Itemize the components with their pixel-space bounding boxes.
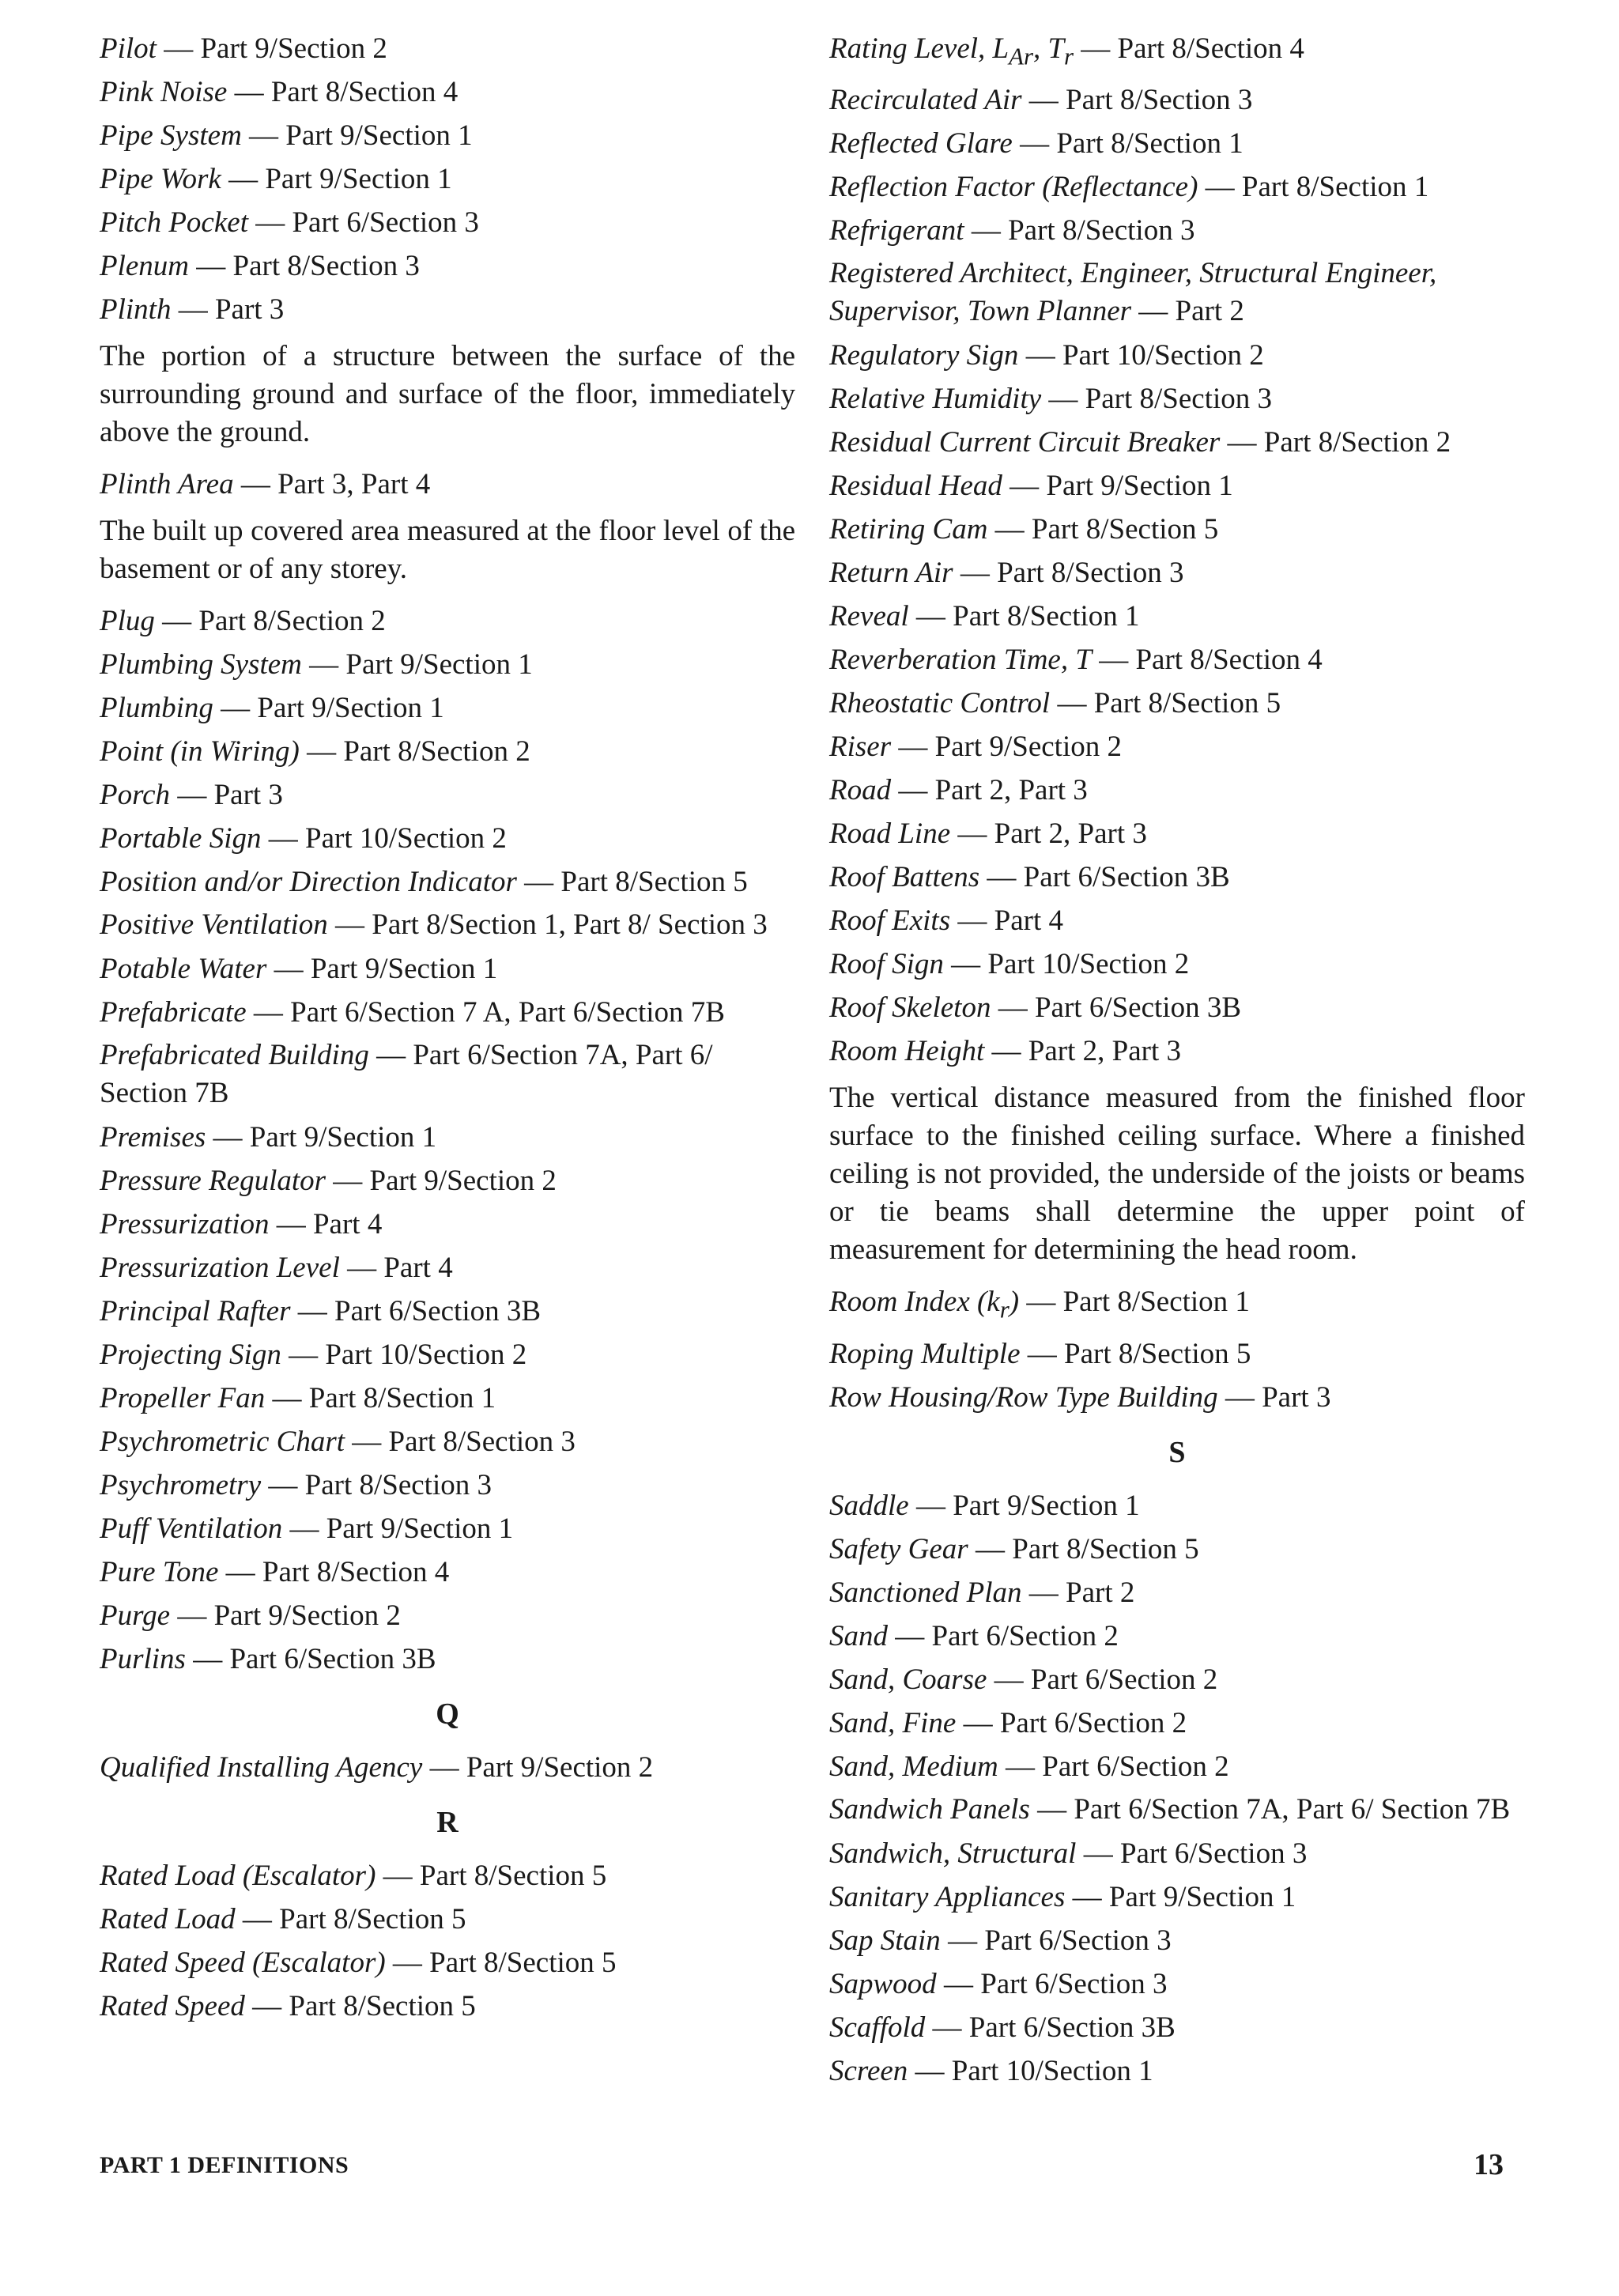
entry-term: Roping Multiple: [829, 1337, 1021, 1370]
entry-reference: — Part 10/Section 2: [943, 948, 1190, 981]
index-entry: [829, 1332, 1525, 1376]
entry-reference: — Part 6/Section 2: [998, 1750, 1229, 1783]
index-entry: [100, 70, 795, 114]
entry-term: Roof Skeleton: [829, 991, 991, 1025]
index-entry: [829, 986, 1525, 1029]
entry-reference: — Part 6/Section 3: [1076, 1837, 1308, 1870]
entry-reference: — Part 10/Section 2: [261, 822, 507, 855]
entry-term: Relative Humidity: [829, 383, 1042, 416]
index-entry: [100, 599, 795, 643]
index-entry: [100, 1420, 795, 1463]
term-subscript: Ar: [1009, 43, 1033, 70]
index-entry: [829, 812, 1525, 855]
index-entry: [100, 773, 795, 817]
entry-reference: — Part 6/Section 2: [888, 1619, 1119, 1652]
entry-reference: — Part 6/Section 3B: [185, 1643, 436, 1675]
index-entry: [100, 1463, 795, 1507]
index-entry: [100, 730, 795, 773]
index-entry: [829, 1280, 1525, 1331]
entry-term: Road Line: [829, 818, 951, 851]
index-entry: [100, 686, 795, 730]
entry-term: Recirculated Air: [829, 84, 1022, 117]
index-entry: [100, 1333, 795, 1376]
entry-term: Psychrometry: [100, 1469, 262, 1501]
entry-reference: — Part 3, Part 4: [233, 468, 431, 500]
entry-reference: — Part 8/Section 5: [376, 1860, 607, 1892]
entry-term: Plug: [100, 605, 155, 637]
entry-reference: — Part 10/Section 2: [281, 1339, 527, 1371]
entry-term: Porch: [100, 779, 171, 811]
index-entry: [100, 1550, 795, 1594]
entry-reference: — Part 9/Section 1: [301, 648, 533, 681]
entry-reference: — Part 8/Section 3: [345, 1426, 576, 1458]
entry-term: Rated Speed (Escalator): [100, 1947, 386, 1979]
entry-term: Point (in Wiring): [100, 735, 300, 768]
entry-term: Psychrometric Chart: [100, 1426, 345, 1458]
index-entry: [829, 942, 1525, 986]
entry-reference: — Part 8/Section 2: [299, 735, 530, 768]
entry-reference: — Part 2, Part 3: [891, 774, 1088, 807]
entry-term: Sand: [829, 1619, 888, 1652]
entry-term: Screen: [829, 2054, 908, 2087]
entry-reference: — Part 6/Section 3B: [979, 861, 1230, 894]
entry-term: Reflected Glare: [829, 127, 1013, 160]
entry-reference: — Part 8/Section 5: [516, 866, 748, 898]
term-subscript: r: [1064, 43, 1074, 70]
entry-reference: — Part 8/Section 3: [261, 1469, 492, 1501]
index-entry: [829, 1832, 1525, 1875]
entry-reference: — Part 4: [269, 1208, 383, 1241]
index-entry: [829, 421, 1525, 464]
entry-term: Purge: [100, 1599, 171, 1632]
index-entry: [100, 1116, 795, 1159]
index-entry: [100, 244, 795, 288]
entry-term: Pipe System: [100, 119, 242, 152]
footer-section-label: PART 1 DEFINITIONS: [100, 2152, 349, 2178]
index-entry: [100, 1376, 795, 1420]
entry-term: Return Air: [829, 557, 953, 590]
entry-reference: — Part 9/Section 1: [213, 692, 444, 724]
entry-term: Pilot: [100, 32, 157, 65]
entry-reference: — Part 6/Section 7A, Part 6/ Section 7B: [100, 1039, 713, 1109]
entry-reference: — Part 8/Section 1, Part 8/ Section 3: [327, 908, 768, 941]
index-entry: [100, 991, 795, 1034]
entry-term: Pink Noise: [100, 76, 228, 108]
entry-reference: — Part 9/Section 2: [170, 1599, 401, 1632]
entry-term: Reveal: [829, 600, 909, 633]
entry-term: Saddle: [829, 1489, 909, 1522]
index-entry: [829, 2006, 1525, 2049]
entry-reference: — Part 9/Section 1: [241, 119, 473, 152]
entry-term: Sanctioned Plan: [829, 1576, 1022, 1609]
entry-term: Plumbing: [100, 692, 213, 724]
entry-term: Sand, Fine: [829, 1706, 957, 1739]
index-entry: [829, 209, 1525, 252]
index-entry: [829, 78, 1525, 122]
index-entry: [829, 682, 1525, 725]
entry-term: Roof Exits: [829, 904, 951, 938]
entry-reference: — Part 8/Section 4: [1091, 644, 1323, 677]
index-entry: [829, 1701, 1525, 1745]
entry-term: Propeller Fan: [100, 1382, 266, 1414]
letter-heading: Q: [436, 1697, 459, 1731]
entry-reference: — Part 9/Section 1: [266, 953, 498, 985]
entry-reference: — Part 8/Section 1: [265, 1382, 496, 1414]
entry-definition: The built up covered area measured at the floor level of the basement or of any storey.: [100, 515, 795, 585]
index-entry: [829, 768, 1525, 812]
entry-term: Rheostatic Control: [829, 687, 1051, 720]
entry-reference: — Part 4: [339, 1252, 453, 1284]
entry-term: Room Height: [829, 1035, 985, 1068]
index-entry: [829, 1484, 1525, 1528]
index-entry: [829, 1376, 1525, 1419]
entry-reference: — Part 8/Section 3: [964, 214, 1195, 247]
index-entry: [829, 1528, 1525, 1571]
entry-reference: — Part 3: [170, 779, 283, 811]
entry-reference: — Part 9/Section 2: [422, 1751, 654, 1784]
entry-term: Portable Sign: [100, 822, 262, 855]
entry-reference: — Part 6/Section 2: [956, 1706, 1187, 1739]
index-entry: [829, 725, 1525, 768]
entry-term: Rating Level, L: [829, 32, 1010, 65]
entry-reference: — Part 3: [1217, 1380, 1331, 1414]
entry-reference: — Part 8/Section 5: [1050, 687, 1281, 720]
entry-term: Plumbing System: [100, 648, 302, 681]
entry-term-continued: ): [1009, 1286, 1020, 1319]
entry-term: Rated Load (Escalator): [100, 1860, 376, 1892]
entry-reference: — Part 8/Section 4: [227, 76, 459, 108]
index-entry: [100, 906, 795, 944]
entry-term: Roof Sign: [829, 948, 944, 981]
entry-term: Principal Rafter: [100, 1295, 291, 1327]
index-entry: [829, 1614, 1525, 1658]
entry-term: Rated Load: [100, 1903, 236, 1935]
index-entry: [829, 1571, 1525, 1614]
entry-term: Residual Current Circuit Breaker: [829, 426, 1221, 459]
index-entry: [829, 1658, 1525, 1701]
entry-term: Registered Architect, Engineer, Structural Engineer, Supervisor, Town Planner: [829, 257, 1437, 328]
entry-reference: — Part 8/Section 2: [154, 605, 386, 637]
entry-term: Room Index (k: [829, 1286, 1000, 1319]
entry-term: Pure Tone: [100, 1556, 219, 1588]
entry-term: Positive Ventilation: [100, 908, 328, 941]
entry-term: Premises: [100, 1121, 206, 1154]
entry-reference: — Part 8/Section 5: [385, 1947, 617, 1979]
index-entry: [829, 1745, 1525, 1788]
entry-term: Refrigerant: [829, 214, 964, 247]
entry-reference: — Part 8/Section 3: [1021, 84, 1253, 117]
entry-term: Pressure Regulator: [100, 1165, 326, 1197]
entry-reference: — Part 8/Section 5: [235, 1903, 466, 1935]
entry-reference: — Part 9/Section 2: [156, 32, 387, 65]
page-number: 13: [1474, 2148, 1504, 2181]
index-entry: [829, 508, 1525, 551]
entry-term: Scaffold: [829, 2011, 926, 2044]
index-entry: [829, 595, 1525, 638]
entry-term: Sand, Medium: [829, 1750, 998, 1783]
index-entry: [829, 2049, 1525, 2093]
entry-term: Sapwood: [829, 1967, 937, 2000]
entry-reference: — Part 8/Section 5: [244, 1990, 476, 2022]
index-entry: [100, 1290, 795, 1333]
index-entry: [100, 1594, 795, 1637]
entry-term: Rated Speed: [100, 1990, 245, 2022]
entry-reference: — Part 10/Section 1: [908, 2054, 1153, 2087]
entry-term: Plenum: [100, 250, 190, 282]
index-entry: [100, 1159, 795, 1203]
index-entry: [829, 1029, 1525, 1073]
entry-reference: — Part 8/Section 1: [1012, 127, 1243, 160]
entry-term: Row Housing/Row Type Building: [829, 1380, 1218, 1414]
entry-reference: — Part 2: [1021, 1576, 1135, 1609]
entry-reference: — Part 8/Section 1: [1198, 171, 1429, 204]
index-entry: [829, 1875, 1525, 1919]
index-entry: [829, 899, 1525, 942]
entry-reference: — Part 9/Section 2: [326, 1165, 557, 1197]
entry-reference: — Part 9/Section 2: [891, 731, 1122, 764]
entry-term: Sandwich Panels: [829, 1792, 1030, 1826]
entry-reference: — Part 8/Section 1: [908, 600, 1140, 633]
index-entry: [829, 1962, 1525, 2006]
entry-reference: — Part 3: [171, 293, 285, 326]
entry-reference: — Part 6/Section 2: [987, 1663, 1218, 1696]
index-entry: [100, 27, 795, 70]
entry-term: Retiring Cam: [829, 513, 988, 546]
entry-term: Reverberation Time, T: [829, 644, 1092, 677]
entry-term: Residual Head: [829, 470, 1002, 503]
entry-reference: — Part 10/Section 2: [1018, 339, 1264, 372]
entry-term: Puff Ventilation: [100, 1512, 283, 1545]
index-entry: [100, 1898, 795, 1941]
index-entry: [829, 1791, 1525, 1829]
index-entry: [829, 1919, 1525, 1962]
entry-reference: — Part 8/Section 5: [968, 1532, 1199, 1565]
entry-term: Road: [829, 774, 892, 807]
index-entry: [100, 1203, 795, 1246]
letter-heading: S: [1168, 1435, 1186, 1469]
entry-reference: — Part 9/Section 1: [1002, 470, 1233, 503]
index-entry: [100, 463, 795, 506]
entry-term: Sandwich, Structural: [829, 1837, 1077, 1870]
index-entry: [100, 288, 795, 331]
entry-reference: — Part 8/Section 3: [1041, 383, 1273, 416]
entry-term: Riser: [829, 731, 892, 764]
entry-term: Pipe Work: [100, 163, 221, 195]
entry-reference: — Part 2: [1131, 295, 1244, 328]
entry-reference: — Part 6/Section 3: [936, 1967, 1168, 2000]
entry-term: Projecting Sign: [100, 1339, 281, 1371]
index-entry: [100, 157, 795, 201]
term-subscript: r: [999, 1296, 1010, 1324]
entry-reference: — Part 6/Section 7A, Part 6/ Section 7B: [1029, 1792, 1511, 1826]
entry-definition: The portion of a structure between the surface of the surrounding ground and surface of the floor, immediately above the ground.: [100, 340, 795, 448]
index-entry: [100, 947, 795, 991]
index-entry: [100, 1854, 795, 1898]
index-entry: [829, 551, 1525, 595]
entry-term: Qualified Installing Agency: [100, 1751, 423, 1784]
index-entry: [829, 165, 1525, 209]
index-entry: [100, 817, 795, 860]
index-entry: [100, 1941, 795, 1984]
index-entry: [100, 1246, 795, 1290]
entry-reference: — Part 8/Section 4: [218, 1556, 450, 1588]
entry-reference: — Part 8/Section 3: [189, 250, 420, 282]
index-entry: [100, 1507, 795, 1550]
entry-term: Purlins: [100, 1643, 186, 1675]
index-entry: [829, 638, 1525, 682]
entry-reference: — Part 9/Section 1: [206, 1121, 437, 1154]
index-entry: [829, 27, 1525, 78]
entry-reference: — Part 9/Section 1: [1065, 1880, 1296, 1913]
entry-term: Roof Battens: [829, 861, 980, 894]
entry-term: Prefabricated Building: [100, 1039, 369, 1071]
index-entry: [100, 1984, 795, 2028]
index-entry: [100, 1637, 795, 1681]
right-column: [829, 27, 1525, 2093]
entry-reference: — Part 2, Part 3: [984, 1035, 1181, 1068]
entry-reference: — Part 6/Section 3B: [925, 2011, 1176, 2044]
entry-term: Safety Gear: [829, 1532, 968, 1565]
entry-reference: — Part 8/Section 4: [1074, 32, 1304, 65]
entry-reference: — Part 6/Section 3B: [991, 991, 1242, 1025]
entry-term: Pressurization: [100, 1208, 270, 1241]
index-entry: [100, 1746, 795, 1789]
entry-term: Sanitary Appliances: [829, 1880, 1066, 1913]
entry-reference: — Part 6/Section 7 A, Part 6/Section 7B: [246, 996, 725, 1029]
entry-term: Regulatory Sign: [829, 339, 1019, 372]
entry-term: Potable Water: [100, 953, 267, 985]
index-entry: [100, 860, 795, 904]
entry-term: Pressurization Level: [100, 1252, 340, 1284]
entry-reference: — Part 9/Section 1: [221, 163, 452, 195]
entry-term: Sand, Coarse: [829, 1663, 987, 1696]
left-column: [100, 27, 795, 2028]
index-entry: [829, 334, 1525, 377]
entry-term: Plinth Area: [100, 468, 234, 500]
index-entry: [100, 114, 795, 157]
index-entry: [829, 464, 1525, 508]
entry-reference: — Part 6/Section 3B: [290, 1295, 542, 1327]
entry-reference: — Part 8/Section 1: [1019, 1286, 1250, 1319]
index-entry: [829, 377, 1525, 421]
entry-reference: — Part 8/Section 2: [1220, 426, 1451, 459]
index-entry: [100, 201, 795, 244]
index-entry: [829, 855, 1525, 899]
entry-term: Position and/or Direction Indicator: [100, 866, 517, 898]
entry-term: Plinth: [100, 293, 172, 326]
index-entry: [829, 122, 1525, 165]
entry-reference: — Part 4: [950, 904, 1063, 938]
entry-term: Pitch Pocket: [100, 206, 248, 239]
entry-reference: — Part 6/Section 3: [247, 206, 479, 239]
entry-term: Prefabricate: [100, 996, 247, 1029]
index-entry: [100, 1037, 795, 1112]
entry-reference: — Part 2, Part 3: [950, 818, 1147, 851]
entry-reference: — Part 8/Section 3: [953, 557, 1184, 590]
entry-reference: — Part 9/Section 1: [908, 1489, 1140, 1522]
entry-reference: — Part 6/Section 3: [940, 1924, 1172, 1957]
entry-reference: — Part 8/Section 5: [1020, 1337, 1251, 1370]
entry-definition: The vertical distance measured from the finished floor surface to the finished ceiling surface. Where a finished ceiling is not provided, the underside of the joists or beams or tie beams shall determine the upper point of measurement for determining the head room.: [829, 1082, 1525, 1267]
index-entry: [829, 255, 1525, 330]
entry-term: Reflection Factor (Reflectance): [829, 171, 1198, 204]
entry-reference: — Part 8/Section 5: [987, 513, 1219, 546]
index-entry: [100, 643, 795, 686]
entry-reference: — Part 9/Section 1: [282, 1512, 514, 1545]
entry-term: Sap Stain: [829, 1924, 941, 1957]
entry-term-continued: , T: [1032, 32, 1065, 65]
letter-heading: R: [436, 1806, 459, 1839]
